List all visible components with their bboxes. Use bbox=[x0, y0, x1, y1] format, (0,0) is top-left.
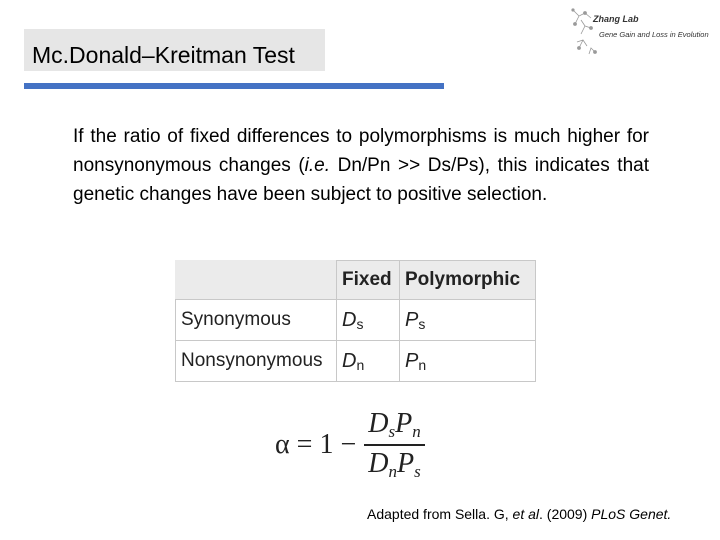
slide-title: Mc.Donald–Kreitman Test bbox=[32, 42, 295, 68]
cell-pn: $P_n$ bbox=[400, 341, 536, 382]
formula-numerator: DsPn bbox=[368, 408, 421, 441]
logo-lab-name: Zhang Lab bbox=[593, 14, 639, 24]
row-label-nonsynonymous: Nonsynonymous bbox=[176, 341, 337, 382]
mk-contingency-table bbox=[175, 260, 536, 382]
cell-dn: $D_n$ bbox=[337, 341, 400, 382]
header-fixed: Fixed bbox=[337, 261, 400, 300]
table-row-nonsynonymous bbox=[176, 341, 536, 382]
body-paragraph bbox=[73, 122, 649, 209]
header-polymorphic: Polymorphic bbox=[400, 261, 536, 300]
formula-fraction bbox=[364, 408, 424, 482]
table-row-synonymous bbox=[176, 300, 536, 341]
formula-denominator: DnPs bbox=[364, 444, 424, 482]
cell-ds: $D_s$ bbox=[337, 300, 400, 341]
body-text-start: If the ratio of fixed differences to polymorphisms is much higher for nonsynonymous changes ( bbox=[73, 126, 649, 176]
title-underline-bar bbox=[24, 83, 444, 89]
citation: Adapted from Sella. G, et al. (2009) PLoS Genet. bbox=[367, 506, 672, 522]
table-corner-cell bbox=[176, 261, 337, 300]
table-header-row bbox=[176, 261, 536, 300]
body-text-ie: i.e. bbox=[304, 155, 331, 176]
logo-tagline: Gene Gain and Loss in Evolution bbox=[599, 30, 709, 39]
formula-lhs: α = 1 − bbox=[275, 429, 357, 460]
cell-ps: $P_s$ bbox=[400, 300, 536, 341]
body-text-end: Dn/Pn >> Ds/Ps), this indicates that genetic changes have been subject to positive selection. bbox=[73, 155, 649, 205]
row-label-synonymous: Synonymous bbox=[176, 300, 337, 341]
alpha-formula bbox=[275, 408, 425, 482]
